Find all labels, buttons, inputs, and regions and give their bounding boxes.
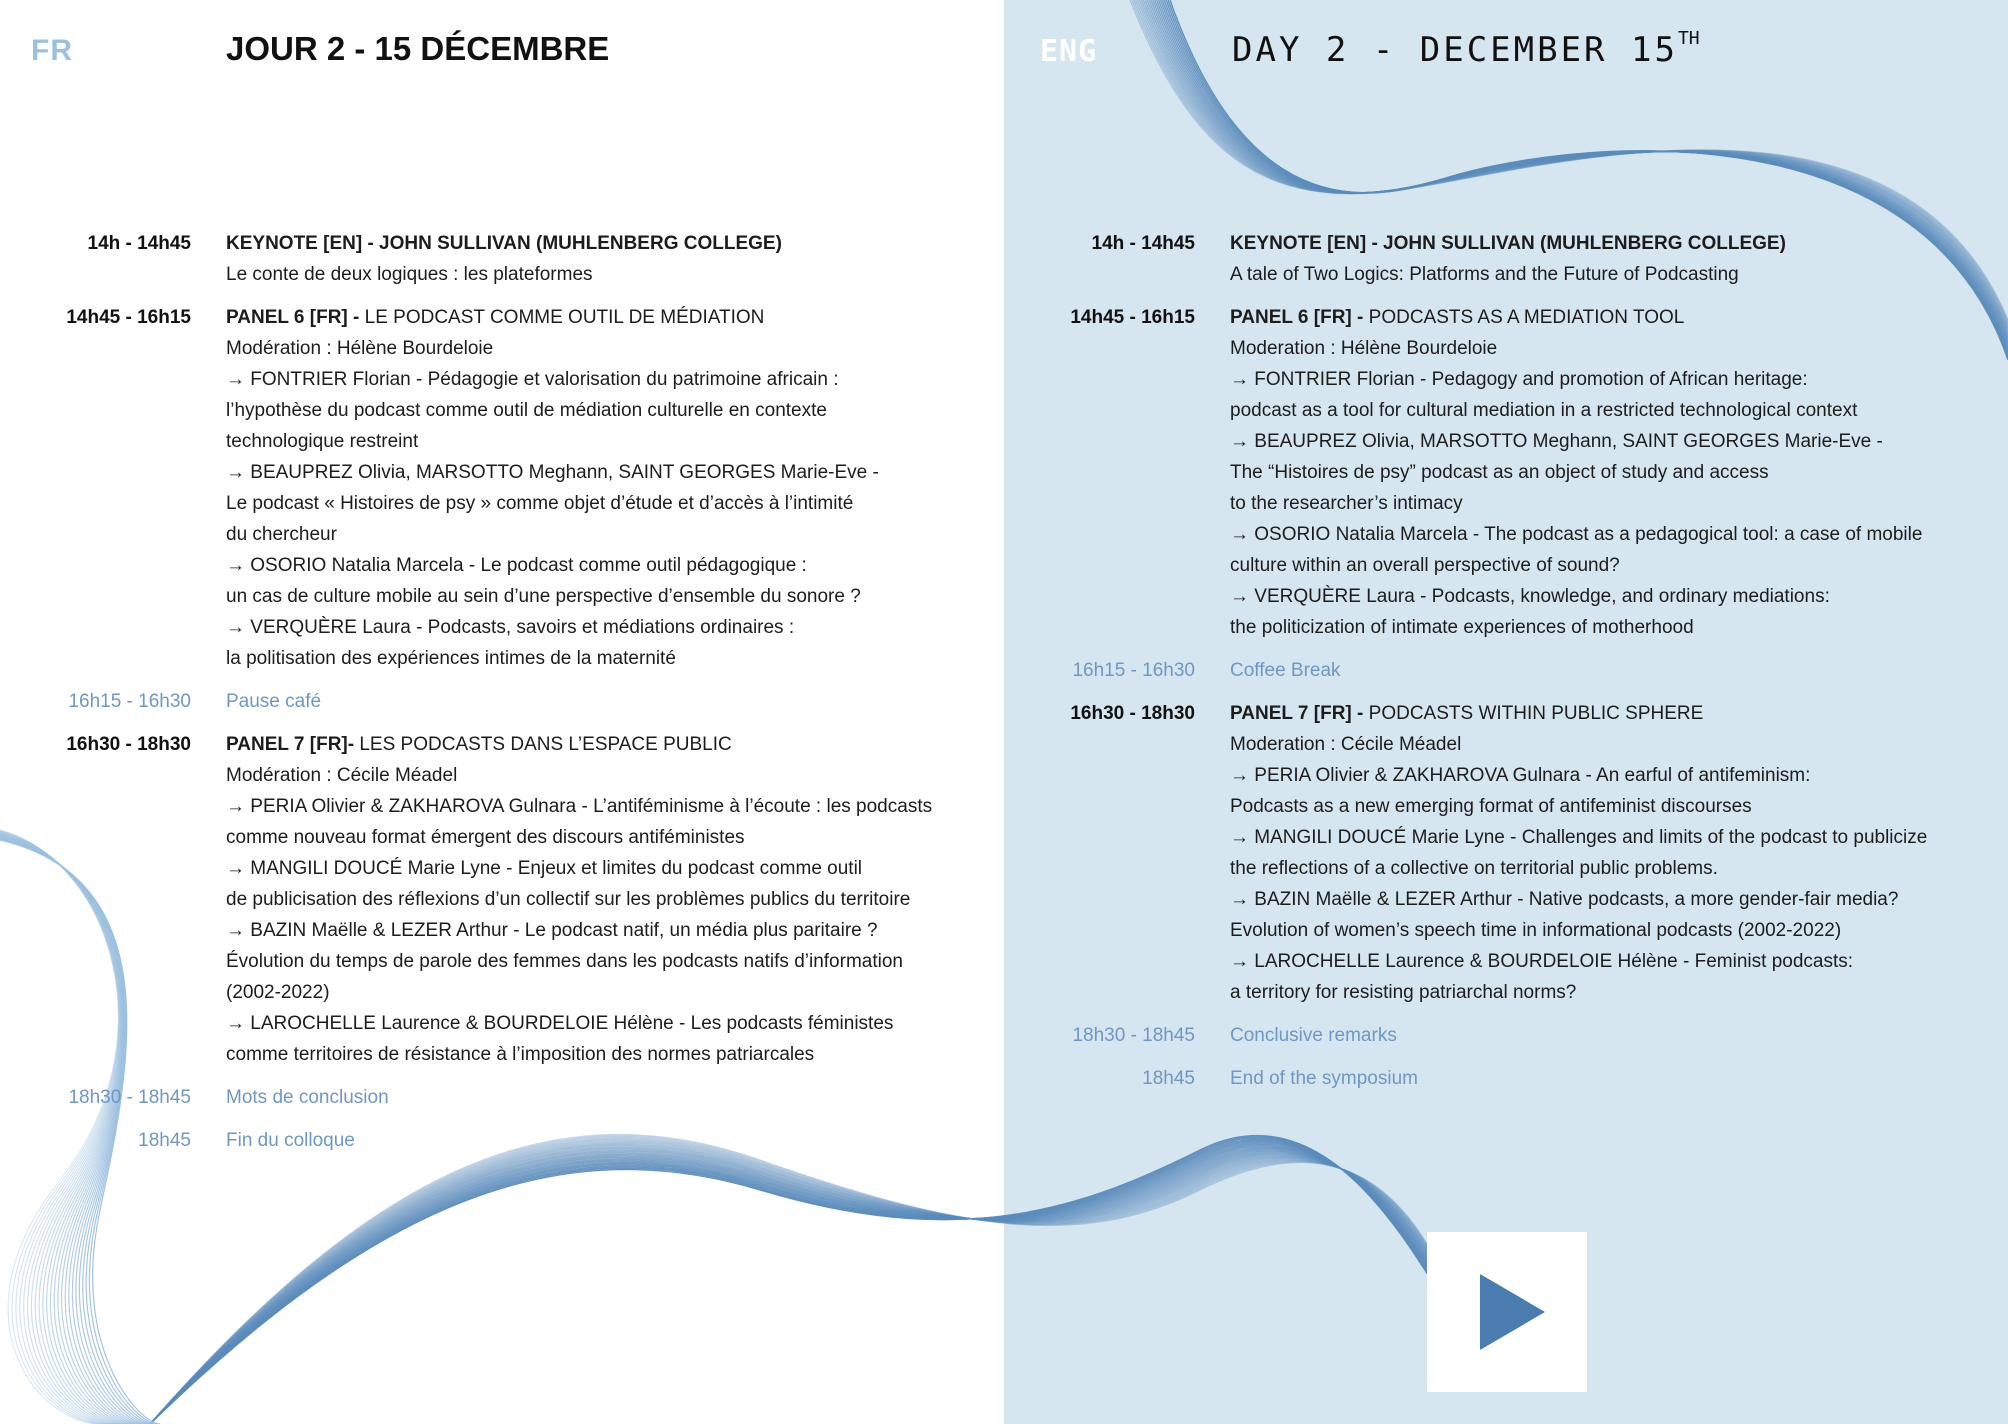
schedule-slot <box>1004 1020 2008 1051</box>
session-line: la politisation des expériences intimes de la maternité <box>226 648 676 669</box>
slot-content <box>226 1125 996 1156</box>
slot-time: 14h - 14h45 <box>87 233 191 254</box>
schedule-fr <box>0 228 1004 1168</box>
session-line: culture within an overall perspective of sound? <box>1230 555 1620 576</box>
session-heading-title: LE PODCAST COMME OUTIL DE MÉDIATION <box>364 307 765 328</box>
slot-label: Conclusive remarks <box>1230 1025 1397 1046</box>
schedule-slot <box>0 302 1004 674</box>
session-line: a territory for resisting patriarchal norms? <box>1230 982 1577 1003</box>
session-line: du chercheur <box>226 524 337 545</box>
schedule-slot <box>0 686 1004 717</box>
session-line: → FONTRIER Florian - Pedagogy and promotion of African heritage: <box>1230 369 1808 390</box>
session-line: Le conte de deux logiques : les plateformes <box>226 264 593 285</box>
session-line: → MANGILI DOUCÉ Marie Lyne - Challenges and limits of the podcast to publicize <box>1230 827 1928 848</box>
slot-time: 14h - 14h45 <box>1091 233 1195 254</box>
session-line: the politicization of intimate experiences of motherhood <box>1230 617 1694 638</box>
session-line: → FONTRIER Florian - Pédagogie et valorisation du patrimoine africain : <box>226 369 839 390</box>
session-heading <box>1230 228 2000 259</box>
session-line: to the researcher’s intimacy <box>1230 493 1463 514</box>
session-line: The “Histoires de psy” podcast as an object of study and access <box>1230 462 1769 483</box>
session-line: → BAZIN Maëlle & LEZER Arthur - Le podcast natif, un média plus paritaire ? <box>226 920 878 941</box>
day-title-en <box>1232 30 1700 70</box>
session-line: A tale of Two Logics: Platforms and the Future of Podcasting <box>1230 264 1739 285</box>
slot-content <box>1230 655 2000 686</box>
session-heading-bold: KEYNOTE [EN] - JOHN SULLIVAN (MUHLENBERG COLLEGE) <box>1230 233 1786 254</box>
english-column <box>1004 0 2008 1424</box>
next-page-button[interactable] <box>1427 1232 1587 1392</box>
slot-content <box>1230 302 2000 643</box>
session-line: comme territoires de résistance à l’imposition des normes patriarcales <box>226 1044 815 1065</box>
schedule-slot <box>1004 698 2008 1008</box>
session-heading <box>226 302 996 333</box>
session-line: Modération : Cécile Méadel <box>226 765 458 786</box>
slot-content <box>1230 228 2000 290</box>
session-line: → VERQUÈRE Laura - Podcasts, savoirs et médiations ordinaires : <box>226 617 795 638</box>
slot-time: 18h30 - 18h45 <box>68 1087 191 1108</box>
slot-content <box>226 686 996 717</box>
slot-time: 14h45 - 16h15 <box>66 307 191 328</box>
session-heading <box>1230 698 2000 729</box>
session-line: Le podcast « Histoires de psy » comme objet d’étude et d’accès à l’intimité <box>226 493 854 514</box>
session-heading-title: LES PODCASTS DANS L’ESPACE PUBLIC <box>359 734 732 755</box>
slot-label: End of the symposium <box>1230 1068 1418 1089</box>
session-heading-bold: PANEL 6 [FR] - <box>1230 307 1369 328</box>
slot-time: 16h15 - 16h30 <box>1072 660 1195 681</box>
schedule-slot <box>0 1125 1004 1156</box>
session-line: Moderation : Cécile Méadel <box>1230 734 1462 755</box>
session-line: → BAZIN Maëlle & LEZER Arthur - Native podcasts, a more gender-fair media? <box>1230 889 1899 910</box>
slot-label: Pause café <box>226 691 322 712</box>
slot-content <box>226 228 996 290</box>
session-heading <box>1230 302 2000 333</box>
session-line: → OSORIO Natalia Marcela - Le podcast comme outil pédagogique : <box>226 555 807 576</box>
session-line: the reflections of a collective on territorial public problems. <box>1230 858 1718 879</box>
session-line: → BEAUPREZ Olivia, MARSOTTO Meghann, SAINT GEORGES Marie-Eve - <box>1230 431 1883 452</box>
slot-content <box>226 729 996 1070</box>
session-line: Podcasts as a new emerging format of antifeminist discourses <box>1230 796 1752 817</box>
session-line: → OSORIO Natalia Marcela - The podcast as a pedagogical tool: a case of mobile <box>1230 524 1923 545</box>
session-heading-title: PODCASTS AS A MEDIATION TOOL <box>1368 307 1685 328</box>
slot-content <box>226 302 996 674</box>
schedule-slot <box>0 729 1004 1070</box>
session-heading-bold: PANEL 7 [FR]- <box>226 734 360 755</box>
schedule-en <box>1004 228 2008 1106</box>
schedule-slot <box>1004 228 2008 290</box>
session-line: → BEAUPREZ Olivia, MARSOTTO Meghann, SAINT GEORGES Marie-Eve - <box>226 462 879 483</box>
session-heading-title: PODCASTS WITHIN PUBLIC SPHERE <box>1368 703 1704 724</box>
day-title-fr: JOUR 2 - 15 DÉCEMBRE <box>226 30 610 67</box>
session-line: Evolution of women’s speech time in informational podcasts (2002-2022) <box>1230 920 1842 941</box>
session-line: comme nouveau format émergent des discours antiféministes <box>226 827 745 848</box>
slot-content <box>1230 1020 2000 1051</box>
session-heading <box>226 729 996 760</box>
slot-time: 18h45 <box>1142 1068 1195 1089</box>
session-line: → PERIA Olivier & ZAKHAROVA Gulnara - L’antiféminisme à l’écoute : les podcasts <box>226 796 933 817</box>
day-title-en-text: DAY 2 - DECEMBER 15 <box>1232 30 1678 70</box>
slot-time: 16h30 - 18h30 <box>66 734 191 755</box>
slot-time: 14h45 - 16h15 <box>1070 307 1195 328</box>
slot-content <box>1230 1063 2000 1094</box>
session-line: → LAROCHELLE Laurence & BOURDELOIE Hélène - Feminist podcasts: <box>1230 951 1854 972</box>
schedule-slot <box>1004 655 2008 686</box>
schedule-slot <box>1004 302 2008 643</box>
session-line: Moderation : Hélène Bourdeloie <box>1230 338 1498 359</box>
language-label-fr: FR <box>31 34 73 67</box>
day-title-en-suffix: TH <box>1677 28 1700 49</box>
slot-label: Fin du colloque <box>226 1130 355 1151</box>
slot-label: Coffee Break <box>1230 660 1341 681</box>
session-line: podcast as a tool for cultural mediation in a restricted technological context <box>1230 400 1858 421</box>
schedule-slot <box>0 228 1004 290</box>
slot-time: 18h45 <box>138 1130 191 1151</box>
session-line: un cas de culture mobile au sein d’une perspective d’ensemble du sonore ? <box>226 586 861 607</box>
session-line: Évolution du temps de parole des femmes dans les podcasts natifs d’information <box>226 951 903 972</box>
session-line: → MANGILI DOUCÉ Marie Lyne - Enjeux et limites du podcast comme outil <box>226 858 863 879</box>
slot-content <box>226 1082 996 1113</box>
slot-label: Mots de conclusion <box>226 1087 389 1108</box>
session-heading-bold: PANEL 7 [FR] - <box>1230 703 1369 724</box>
session-heading-bold: PANEL 6 [FR] - <box>226 307 365 328</box>
session-line: → LAROCHELLE Laurence & BOURDELOIE Hélène - Les podcasts féministes <box>226 1013 894 1034</box>
session-heading-bold: KEYNOTE [EN] - JOHN SULLIVAN (MUHLENBERG COLLEGE) <box>226 233 782 254</box>
session-line: Modération : Hélène Bourdeloie <box>226 338 494 359</box>
slot-time: 16h30 - 18h30 <box>1070 703 1195 724</box>
session-line: → VERQUÈRE Laura - Podcasts, knowledge, and ordinary mediations: <box>1230 586 1830 607</box>
session-heading <box>226 228 996 259</box>
language-label-en: ENG <box>1040 34 1098 69</box>
slot-time: 18h30 - 18h45 <box>1072 1025 1195 1046</box>
session-line: technologique restreint <box>226 431 419 452</box>
session-line: de publicisation des réflexions d’un collectif sur les problèmes publics du territoire <box>226 889 911 910</box>
slot-content <box>1230 698 2000 1008</box>
session-line: l’hypothèse du podcast comme outil de médiation culturelle en contexte <box>226 400 827 421</box>
play-triangle-icon <box>1427 1232 1587 1392</box>
session-line: (2002-2022) <box>226 982 330 1003</box>
schedule-slot <box>1004 1063 2008 1094</box>
session-line: → PERIA Olivier & ZAKHAROVA Gulnara - An earful of antifeminism: <box>1230 765 1811 786</box>
schedule-slot <box>0 1082 1004 1113</box>
slot-time: 16h15 - 16h30 <box>68 691 191 712</box>
